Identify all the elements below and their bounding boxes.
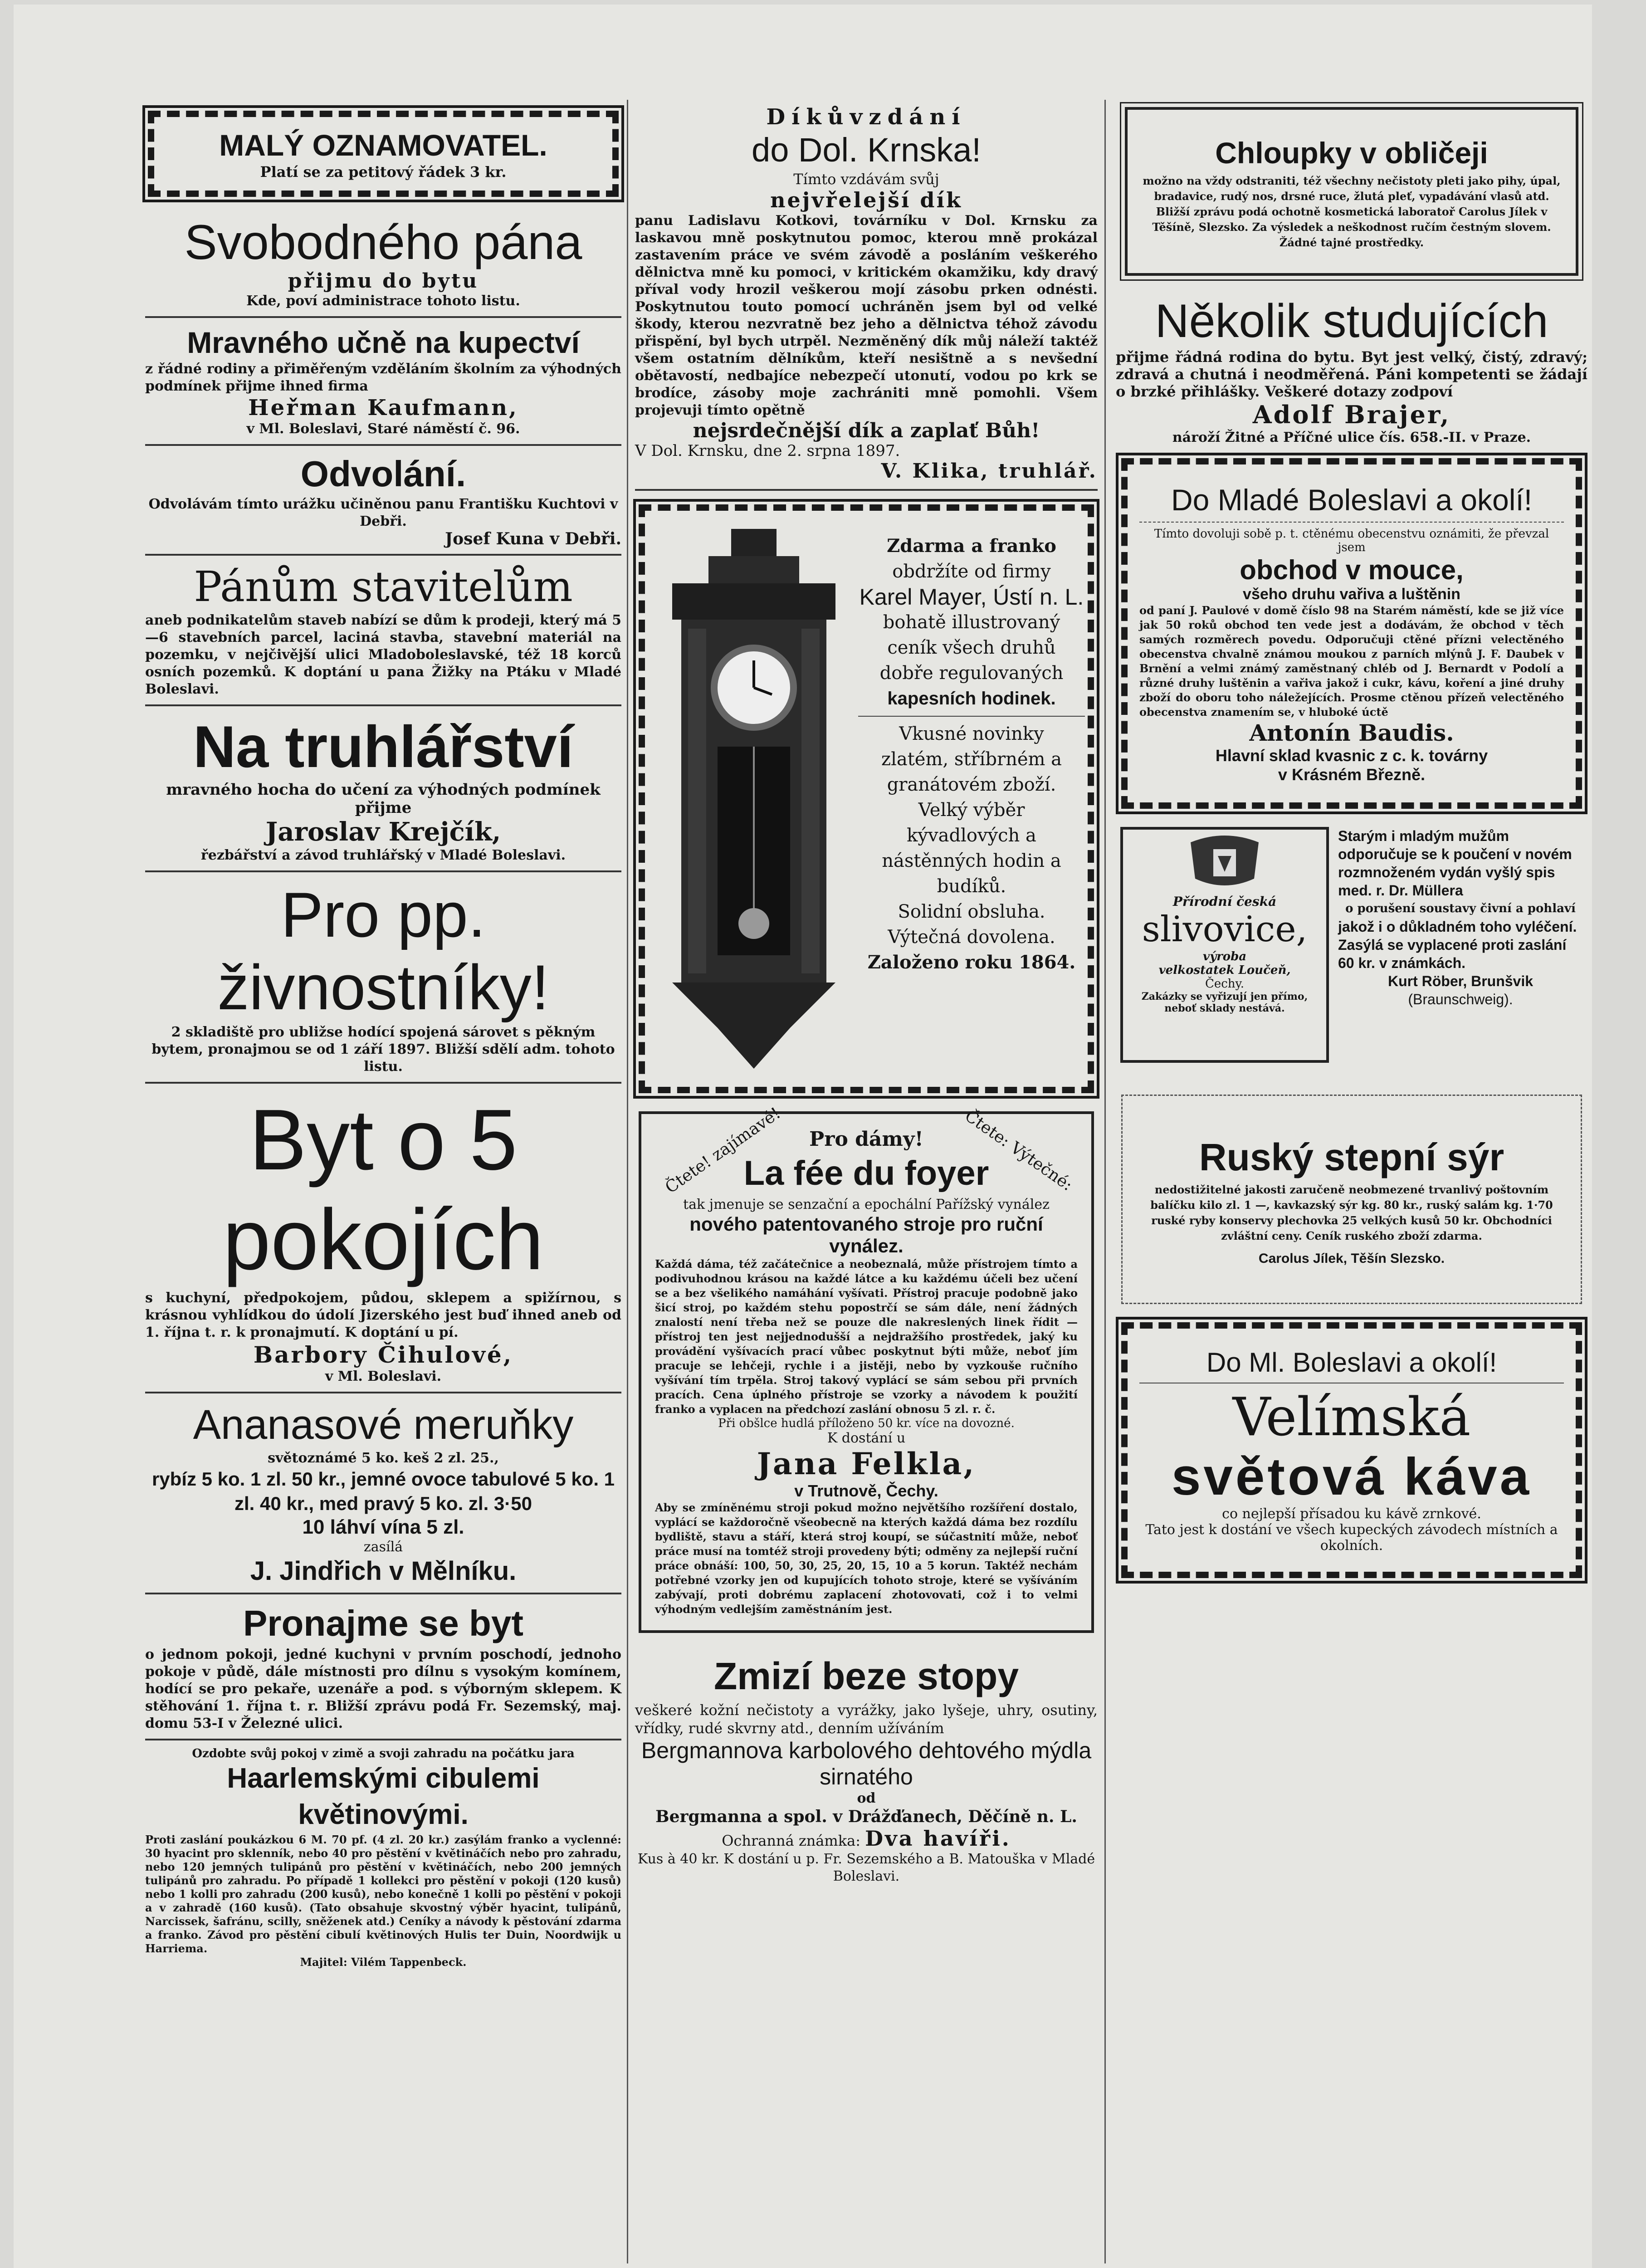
stud-title: Několik studujících xyxy=(1155,295,1548,347)
mouka-l3: Hlavní sklad kvasnic z c. k. továrny xyxy=(1215,746,1488,765)
ucen-addr: v Ml. Boleslavi, Staré náměstí č. 96. xyxy=(246,421,520,437)
clock-firm: Karel Mayer, Ústí n. L. xyxy=(859,584,1084,610)
clock-l3: bohatě illustrovaný ceník všech druhů xyxy=(883,612,1060,658)
fee-top: Pro dámy! xyxy=(809,1128,923,1151)
dik-l1: Tímto vzdávám svůj xyxy=(793,171,939,188)
ad-ucen xyxy=(145,324,621,438)
mouka-text: od paní J. Paulové v domě číslo 98 na Starém náměstí, kde se již více jak 50 roků obchod ten vede jest a dodávám, že obchod v těch samých rozměrech povedu. Odporučuji ctěné přízni velectěného obecenstva chvalně známou moukou z parních mlýnů J. F. Daubek v Brnění a velmi známý zaměstnaný chléb od J. Bernardt v Podolí a různé druhy luštěnin a vařiva jakož i cukr, kávu, koření a jiné druhy zboží do oboru toho náležejících. Prosme ctěnou přízeň velectěného obecenstva znamením se, v hluboké úctě xyxy=(1139,604,1564,719)
truhl-addr: řezbářství a závod truhlářský v Mladé Boleslavi. xyxy=(200,847,566,863)
odvol-sign: Josef Kuna v Debři. xyxy=(445,529,621,548)
column-3 xyxy=(1116,104,1587,1578)
kava-l2: Tato jest k dostání ve všech kupeckých závodech místních a okolních. xyxy=(1145,1522,1558,1554)
haar-title: Haarlemskými cibulemi květinovými. xyxy=(227,1763,540,1830)
syr-title: Ruský stepní sýr xyxy=(1199,1136,1504,1178)
pron-text: o jednom pokoji, jedné kuchyni v prvním poschodí, jednoho pokoje v půdě, dále místnosti pro dílnu s vysokým komínem, hodící se pro pekaře, uzenáře a pod. s výborným sklepem. K stěhování 1. října t. r. Bližší zprávu podá Fr. Sezemský, maj. domu 53-I v Železné ulici. xyxy=(145,1647,621,1731)
dik-thanks: nejsrdečnější dík a zaplať Bůh! xyxy=(693,419,1040,442)
muller-text: Starým i mladým mužům odporučuje se k poučení v novém rozmnoženém vydán vyšlý spis med. r. Dr. Müllera xyxy=(1338,828,1572,899)
ad-la-fee xyxy=(639,1104,1094,1633)
ad-chloupky xyxy=(1125,107,1578,276)
column-rule xyxy=(1104,100,1106,2263)
anan-firm: J. Jindřich v Mělníku. xyxy=(250,1556,517,1586)
ucen-text: z řádné rodiny a přiměřeným vzděláním školním za výhodných podmínek přijme ihned firma xyxy=(145,361,621,394)
sliv-l4: Zakázky se vyřizují jen přímo, neboť sklady nestává. xyxy=(1141,991,1308,1014)
ad-dikuvzdani xyxy=(635,104,1098,483)
ad-zmizi xyxy=(635,1651,1098,1885)
mouka-big: obchod v mouce, xyxy=(1240,555,1464,585)
anan-l2: rybíz 5 ko. 1 zl. 50 kr., jemné ovoce tabulové 5 ko. 1 zl. 40 kr., med pravý 5 ko. zl. 3·50 xyxy=(151,1468,615,1514)
zmizi-firm: Bergmanna a spol. v Drážďanech, Děčíně n. L. xyxy=(655,1807,1077,1826)
syr-text: nedostižitelné jakosti zaručeně neobmezené trvanlivý poštovním balíčku kilo zl. 1 —, kavkazský sýr kg. 80 kr., ruský salám kg. 1·70 ruské ryby konservy plechovka 25 velkých kusů 50 kr. Obchodníci zvláštní ceny. Ceník ruského zboží zdarma. xyxy=(1150,1183,1553,1242)
maly-oznamovatel-box xyxy=(148,111,619,197)
dik-head: Díkůvzdání xyxy=(766,104,967,130)
zmizi-od: od xyxy=(857,1790,876,1806)
coat-of-arms-icon xyxy=(1186,833,1263,892)
clock-text xyxy=(858,533,1085,975)
zmizi-price: Kus à 40 kr. K dostání u p. Fr. Sezemského a B. Matouška v Mladé Boleslavi. xyxy=(637,1851,1095,1884)
fee-extra: Při obšlce hudlá příloženo 50 kr. více na dovozné. xyxy=(718,1417,1015,1430)
ad-truhlarstvi xyxy=(145,713,621,864)
zmizi-mark: Ochranná známka: xyxy=(722,1832,860,1849)
fee-name: Jana Felkla, xyxy=(757,1446,976,1481)
clock-l1: Zdarma a franko xyxy=(887,535,1056,557)
zivn-text: 2 skladiště pro ubližse hodící spojená sárovet s pěkným bytem, pronajmou se od 1 září 1897. Bližší sdělí adm. tohoto listu. xyxy=(151,1024,615,1075)
ucen-firm: Heřman Kaufmann, xyxy=(248,395,518,420)
zmizi-soap: Bergmannova karbolového dehtového mýdla sirnatého xyxy=(641,1738,1092,1789)
zivn-title: Pro pp. živnostníky! xyxy=(217,879,549,1023)
kava-t2: světová káva xyxy=(1171,1447,1532,1506)
ad-studujicich xyxy=(1116,294,1587,446)
mouka-l1: Tímto dovoluji sobě p. t. ctěnému obecenstvu oznámiti, že převzal jsem xyxy=(1154,527,1549,554)
byt-title: Byt o 5 pokojích xyxy=(223,1092,544,1288)
sliv-l2: velkostatek Loučeň, xyxy=(1158,963,1291,977)
fee-text: Každá dáma, též začátečnice a neobeznalá, může přístrojem tímto a podivuhodnou krásou na každé látce a ku každému účeli bez učení se a bez všelikého namáhání vyšívati. Přístroj pracuje podobně jako šicí stroj, po každém stehu popostrčí se sám dále, není žádných znalostí není třeba než se pouze dle nakreslených linek řídit — přístroj ten jest nejjednodušší a nejdražšího prostředek, jaký ku provádění vyšívacích prací vůbec poskytnut býti může, neboť jím pracuje se lehčeji, rychle i a jistěji, nebo by vyzkouše ručního vyšívání tím trpěla. Stroj takový vyplácí se sám sebou při prvních pracích. Cena úplného přístroje se vzorky a návodem k použití franko a vyplacen na předchozí zaslání obnosu 5 zl. r. č. xyxy=(655,1257,1078,1416)
ad-muller xyxy=(1338,827,1583,1008)
clock-l10: Solidní obsluha. xyxy=(898,901,1045,922)
anan-l3: 10 láhví vína 5 zl. xyxy=(302,1516,464,1538)
fee-text2: Aby se zmíněnému stroji pokud možno největšího rozšíření dostalo, vyplácí se každoročně všeobecně na kterých každá dáma bez rozdílu bydliště, stavu a stáří, která stroj koupí, se súčastnití může, neboť práce musí na tomtéž stroji provedeny býti; odměny za nejlepší ruční práce obnáší: 100, 50, 30, 25, 20, 15, 10 a 5 korun. Taktéž nechám potřebné vzorky jen od kupujících tohoto stroje, které se vyšíváním zabývají, proti dobrému zaplacení zhotovovati, což i to velmi výhodným vedlejším zaměstnáním jest. xyxy=(655,1501,1078,1616)
truhl-name: Jaroslav Krejčík, xyxy=(265,817,501,847)
row-slivovice-muller xyxy=(1116,827,1587,1081)
zmizi-markname: Dva havíři. xyxy=(865,1826,1011,1851)
pron-title: Pronajme se byt xyxy=(243,1603,523,1643)
chloup-text: možno na vždy odstraniti, též všechny nečistoty pleti jako pihy, úpal, bradavice, rudý nos, drsné ruce, žlutá pleť, vypadávání vlasů atd. Bližší zprávu podá ochotně kosmetická laboratoř Carolus Jílek v Těšíně, Slezsko. Za výsledek a neškodnost ručím čestným slovem. Žádné tajné prostředky. xyxy=(1143,174,1561,249)
maly-title: MALÝ OZNAMOVATEL. xyxy=(219,128,547,162)
stud-addr: nároží Žitné a Příčné ulice čís. 658.-II. v Praze. xyxy=(1172,430,1531,445)
muller-text2: jakož i o důkladném toho vyléčení. Zasýlá se vyplacené proti zaslání 60 kr. v známkách. xyxy=(1338,919,1577,971)
clock-l11: Výtečná dovolena. xyxy=(888,927,1055,948)
anan-l4: zasílá xyxy=(363,1539,403,1555)
clock-l12: Založeno roku 1864. xyxy=(867,952,1076,973)
sliv-title: slivovice, xyxy=(1142,909,1308,950)
dik-l2: nejvřelejší dík xyxy=(770,188,962,212)
byt-name: Barbory Čihulové, xyxy=(253,1341,513,1368)
sliv-l3: Čechy. xyxy=(1205,977,1245,991)
mouka-l4: v Krásném Březně. xyxy=(1278,765,1426,784)
fee-right: Čtete: Výtečné: xyxy=(961,1106,1076,1195)
truhl-title: Na truhlářství xyxy=(193,714,574,780)
dik-sign: V. Klika, truhlář. xyxy=(881,459,1098,483)
fee-place: v Trutnově, Čechy. xyxy=(794,1481,938,1500)
column-1 xyxy=(145,104,621,1969)
muller-place: (Braunschweig). xyxy=(1408,991,1513,1007)
ad-rusky-syr xyxy=(1121,1095,1582,1304)
ad-slivovice xyxy=(1120,827,1329,1063)
fee-sub: tak jmenuje se senzační a epochální Pařížský vynález xyxy=(683,1197,1050,1212)
ad-mouka xyxy=(1121,458,1582,809)
chloup-title: Chloupky v obličeji xyxy=(1215,136,1488,170)
anan-l1: světoznámé 5 ko. keš 2 zl. 25., xyxy=(268,1450,499,1466)
clock-l7: zlatém, stříbrném a granátovém zboží. xyxy=(881,749,1062,795)
stav-text: aneb podnikatelům staveb nabízí se dům k prodeji, který má 5—6 stavebních parcel, laciná stavba, stavební materiál na pozemku, v nejčivější ulici Mladoboleslavské, též 18 korců osních pozemků. K doptání u pana Žižky na Ptáku v Mladé Boleslavi. xyxy=(145,612,621,697)
haar-sign: Majitel: Vilém Tappenbeck. xyxy=(300,1955,467,1969)
zmizi-text: veškeré kožní nečistoty a vyrážky, jako lyšeje, uhry, osutiny, vřídky, rudé skvrny atd., denním užíváním xyxy=(635,1701,1098,1737)
zmizi-title: Zmizí beze stopy xyxy=(713,1655,1019,1697)
haar-top: Ozdobte svůj pokoj v zimě a svoji zahradu na počátku jara xyxy=(192,1747,575,1760)
truhl-text: mravného hocha do učení za výhodných podmínek přijme xyxy=(166,781,601,817)
ad-svobodneho xyxy=(145,215,621,310)
fee-sale: K dostání u xyxy=(827,1430,906,1446)
mouka-title: Do Mladé Boleslavi a okolí! xyxy=(1171,483,1533,517)
column-2 xyxy=(635,104,1098,1885)
fee-bold: nového patentovaného stroje pro ruční vynález. xyxy=(689,1213,1043,1256)
ad-pronajme xyxy=(145,1601,621,1732)
muller-bold: o porušení soustavy čivní a pohlaví xyxy=(1345,902,1576,915)
wall-clock-illustration xyxy=(654,520,854,1078)
fee-title: La fée du foyer xyxy=(743,1154,989,1193)
ad-clock xyxy=(639,504,1094,1093)
stud-name: Adolf Brajer, xyxy=(1252,400,1451,429)
odvol-text: Odvolávám tímto urážku učiněnou panu Františku Kuchtovi v Debři. xyxy=(148,496,618,529)
dik-title: do Dol. Krnska! xyxy=(752,131,981,169)
dik-date: V Dol. Krnsku, dne 2. srpna 1897. xyxy=(635,442,900,460)
ad-kava xyxy=(1121,1322,1582,1578)
svob-note: Kde, poví administrace tohoto listu. xyxy=(246,293,520,309)
kava-l1: co nejlepší přísadou ku kávě zrnkové. xyxy=(1222,1506,1481,1522)
svob-sub: přijmu do bytu xyxy=(288,269,479,293)
ad-byt xyxy=(145,1090,621,1385)
kava-head: Do Ml. Boleslavi a okolí! xyxy=(1206,1347,1497,1378)
kava-t1: Velímská xyxy=(1232,1387,1471,1448)
column-rule xyxy=(627,100,628,2263)
newspaper-page xyxy=(14,5,1592,2268)
dik-text: panu Ladislavu Kotkovi, továrníku v Dol. Krnsku za laskavou mně poskytnutou pomoc, kterou mně prokázal zastavením práce ve svém závodě a posláním veškerého dělnictva mně ku pomoci, v kritickém okamžiku, kdy dravý příval vody hrozil veškerou mojí zásobu prken odnésti. Poskytnutou touto pomocí uchráněn jsem byl od velké škody, kterou nezvratně bez jeho a dělnictva téhož závodu přispění, byl bych utrpěl. Nezměněný dík můj náleží taktéž všem ostatním dělníkům, kteří nesištně a s nevšední obětavostí, nedbajíce nebezpečí utonutí, vodou po krk se brodíce, zásoby moje zachrániti mně pomohli. Všem projevuji tímto opětně xyxy=(635,213,1098,418)
clock-l9: kývadlových a nástěnných hodin a budíků. xyxy=(882,825,1061,897)
stud-text: přijme řádná rodina do bytu. Byt jest velký, čistý, zdravý; zdravá a chutná i neodměřená. Páni kompetenti se žádají o brzké přihlášky. Veškeré dotazy zodpoví xyxy=(1116,348,1587,400)
odvol-title: Odvolání. xyxy=(300,454,466,494)
fee-left: Čtete! zajímavé! xyxy=(662,1104,784,1198)
haar-text: Proti zaslání poukázkou 6 M. 70 pf. (4 zl. 20 kr.) zasýlám franko a vyclenné: 30 hyacint pro sklenník, nebo 40 pro pěstění v květináčích nebo pro zahradu, nebo 120 jemných tulipánů pro pěstění v květináčích, nebo 200 jemných tulipánů pro zahradu. Po případě 1 kollekci pro pěstění v pokoji (120 kusů) nebo 1 kolli pro zahradu (200 kusů), nebo konečně 1 kolli po pěstění v pokoji a v zahradě (160 kusů). (Tato obsahuje skvostný výběr hyacint, tulipánů, Narcissek, šafránu, scilly, sněženek atd.) Ceníky a návody k pěstování zdarma a franko. Závod pro pěstění cibulí květinových Hulis ter Duin, Noordwijk u Harriema. xyxy=(145,1833,621,1955)
syr-sign: Carolus Jílek, Těšín Slezsko. xyxy=(1258,1251,1445,1266)
maly-sub: Platí se za petitový řádek 3 kr. xyxy=(260,163,507,181)
clock-l5: kapesních hodinek. xyxy=(887,689,1056,709)
clock-l2: obdržíte od firmy xyxy=(892,561,1051,582)
clock-l4: dobře regulovaných xyxy=(879,663,1064,684)
ad-stavitelum xyxy=(145,562,621,698)
clock-l6: Vkusné novinky xyxy=(899,723,1044,744)
sliv-l1: výroba xyxy=(1202,950,1247,963)
byt-addr: v Ml. Boleslavi. xyxy=(325,1369,442,1384)
ad-odvolani xyxy=(145,452,621,547)
ad-haarlem xyxy=(145,1747,621,1969)
ucen-title: Mravného učně na kupectví xyxy=(187,326,580,359)
ad-zivnostniky xyxy=(145,879,621,1075)
clock-l8: Velký výběr xyxy=(918,800,1025,821)
stav-title: Pánům stavitelům xyxy=(194,562,573,611)
anan-title: Ananasové meruňky xyxy=(193,1402,574,1448)
ad-ananasove xyxy=(145,1400,621,1586)
byt-text: s kuchyní, předpokojem, půdou, sklepem a spižírnou, s krásnou vyhlídkou do údolí Jizerského jest buď ihned aneb od 1. října t. r. k pronajmutí. K doptání u pí. xyxy=(145,1290,621,1340)
mouka-sign: Antonín Baudis. xyxy=(1249,719,1454,746)
muller-sign: Kurt Röber, Brunšvik xyxy=(1387,973,1534,989)
mouka-l2: všeho druhu vařiva a luštěnin xyxy=(1243,586,1460,603)
sliv-brand: Přírodní česká xyxy=(1172,894,1277,909)
svob-title: Svobodného pána xyxy=(184,215,582,269)
